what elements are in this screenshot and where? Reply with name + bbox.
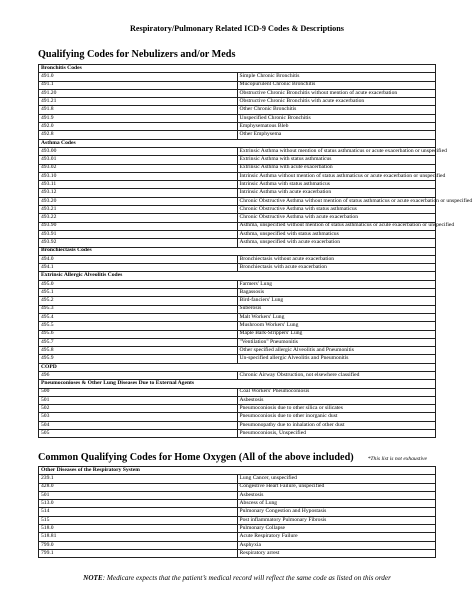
- icd9-code-cell: 491.0: [39, 73, 238, 81]
- icd9-code-cell: 495.3: [39, 305, 238, 313]
- icd9-code-cell: 491.1: [39, 81, 238, 89]
- code-row: [39, 147, 436, 155]
- code-row: [39, 289, 436, 297]
- description-cell: Bird-fanciers' Lung: [237, 297, 436, 305]
- code-row: [39, 297, 436, 305]
- code-row: [39, 181, 436, 189]
- description-cell: Un-specified allergic Alveolitis and Pneumonitis: [237, 355, 436, 363]
- icd9-code-cell: 495.7: [39, 338, 238, 346]
- group-title: COPD: [39, 363, 436, 371]
- icd9-code-cell: 493.22: [39, 214, 238, 222]
- icd9-code-cell: 493.00: [39, 147, 238, 155]
- description-cell: Respiratory arrest: [237, 549, 436, 557]
- description-cell: Asthma, unspecified without mention of status asthmaticus or acute exacerbation or unspecified: [237, 222, 436, 230]
- description-cell: Asphyxia: [237, 541, 436, 549]
- medicare-footnote: [0, 574, 474, 582]
- description-cell: Extrinsic Asthma without mention of status asthmaticus or acute exacerbation or unspecified: [237, 147, 436, 155]
- description-cell: Pneumoconiosis due to other inorganic dust: [237, 413, 436, 421]
- icd9-code-cell: 491.8: [39, 106, 238, 114]
- code-row: [39, 396, 436, 404]
- icd9-code-cell: 491.9: [39, 114, 238, 122]
- icd9-code-cell: 514: [39, 508, 238, 516]
- not-exhaustive-note: *This list is not exhaustive: [367, 456, 427, 462]
- group-title: Bronchitis Codes: [39, 65, 436, 73]
- code-row: [39, 222, 436, 230]
- description-cell: "Ventilation" Pneumonitis: [237, 338, 436, 346]
- icd9-code-cell: 503: [39, 413, 238, 421]
- code-row: [39, 525, 436, 533]
- description-cell: Unspecified Chronic Bronchitis: [237, 114, 436, 122]
- code-row: [39, 541, 436, 549]
- icd9-code-cell: 513.0: [39, 500, 238, 508]
- description-cell: Pneumoconiosis due to other silica or silicates: [237, 405, 436, 413]
- code-row: [39, 483, 436, 491]
- oxygen-codes-table: [38, 466, 436, 558]
- code-row: [39, 508, 436, 516]
- code-row: [39, 98, 436, 106]
- description-cell: Obstructive Chronic Bronchitis without mention of acute exacerbation: [237, 89, 436, 97]
- icd9-code-cell: 493.01: [39, 156, 238, 164]
- code-row: [39, 123, 436, 131]
- description-cell: Extrinsic Asthma with acute exacerbation: [237, 164, 436, 172]
- icd9-code-cell: 500: [39, 388, 238, 396]
- icd9-code-cell: 501: [39, 491, 238, 499]
- code-row: [39, 500, 436, 508]
- description-cell: Asbestosis: [237, 396, 436, 404]
- description-cell: Pneumoconiosis, Unspecified: [237, 430, 436, 438]
- group-title: Pneumoconioses & Other Lung Diseases Due to External Agents: [39, 380, 436, 388]
- icd9-code-cell: 491.21: [39, 98, 238, 106]
- description-cell: Mucopurulent Chronic Bronchitis: [237, 81, 436, 89]
- code-row: [39, 89, 436, 97]
- group-header-row: [39, 467, 436, 475]
- description-cell: Asbestosis: [237, 491, 436, 499]
- icd9-code-cell: 505: [39, 430, 238, 438]
- code-row: [39, 156, 436, 164]
- description-cell: Intrinsic Asthma with status asthmaticus: [237, 181, 436, 189]
- icd9-code-cell: 493.21: [39, 206, 238, 214]
- description-cell: Malt Workers' Lung: [237, 313, 436, 321]
- icd9-code-cell: 518.81: [39, 533, 238, 541]
- description-cell: Bagassosis: [237, 289, 436, 297]
- group-title: Asthma Codes: [39, 139, 436, 147]
- group-title: Other Diseases of the Respiratory System: [39, 467, 436, 475]
- icd9-code-cell: 495.4: [39, 313, 238, 321]
- description-cell: Intrinsic Asthma with acute exacerbation: [237, 189, 436, 197]
- icd9-code-cell: 493.11: [39, 181, 238, 189]
- group-header-row: [39, 139, 436, 147]
- icd9-code-cell: 495.5: [39, 322, 238, 330]
- code-row: [39, 255, 436, 263]
- code-row: [39, 313, 436, 321]
- icd9-code-cell: 491.20: [39, 89, 238, 97]
- description-cell: Obstructive Chronic Bronchitis with acute exacerbation: [237, 98, 436, 106]
- description-cell: Intrinsic Asthma without mention of status asthmaticus or acute exacerbation or unspecified: [237, 172, 436, 180]
- description-cell: Farmers' Lung: [237, 280, 436, 288]
- icd9-code-cell: 494.0: [39, 255, 238, 263]
- code-row: [39, 475, 436, 483]
- code-row: [39, 239, 436, 247]
- code-row: [39, 430, 436, 438]
- nebulizer-section-heading: Qualifying Codes for Nebulizers and/or Meds: [38, 49, 236, 60]
- code-row: [39, 197, 436, 205]
- code-row: [39, 280, 436, 288]
- icd9-code-cell: 799.0: [39, 541, 238, 549]
- description-cell: Bronchiectasis with acute exacerbation: [237, 264, 436, 272]
- description-cell: Other Chronic Bronchitis: [237, 106, 436, 114]
- icd9-code-cell: 493.91: [39, 230, 238, 238]
- icd9-code-cell: 495.8: [39, 347, 238, 355]
- description-cell: Congestive Heart Failure, unspecified: [237, 483, 436, 491]
- code-row: [39, 131, 436, 139]
- description-cell: Other specified allergic Alveolitis and Pneumonitis: [237, 347, 436, 355]
- group-header-row: [39, 380, 436, 388]
- code-row: [39, 413, 436, 421]
- footnote-label: NOTE: [83, 574, 103, 582]
- code-row: [39, 388, 436, 396]
- description-cell: Other Emphysema: [237, 131, 436, 139]
- group-title: Bronchiectasis Codes: [39, 247, 436, 255]
- icd9-code-cell: 501: [39, 396, 238, 404]
- group-header-row: [39, 363, 436, 371]
- code-row: [39, 491, 436, 499]
- description-cell: Emphysematous Bleb: [237, 123, 436, 131]
- icd9-code-cell: 493.20: [39, 197, 238, 205]
- code-row: [39, 338, 436, 346]
- icd9-code-cell: 504: [39, 421, 238, 429]
- description-cell: Extrinsic Asthma with status asthmaticus: [237, 156, 436, 164]
- code-row: [39, 106, 436, 114]
- code-row: [39, 516, 436, 524]
- icd9-code-cell: 518.0: [39, 525, 238, 533]
- icd9-code-cell: 493.10: [39, 172, 238, 180]
- icd9-code-cell: 502: [39, 405, 238, 413]
- oxygen-section-title: Common Qualifying Codes for Home Oxygen (All of the above included): [38, 452, 354, 463]
- code-row: [39, 114, 436, 122]
- icd9-code-cell: 496: [39, 371, 238, 379]
- icd9-code-cell: 515: [39, 516, 238, 524]
- icd9-code-cell: 493.12: [39, 189, 238, 197]
- description-cell: Coal Workers' Pneumoconiosis: [237, 388, 436, 396]
- description-cell: Pulmonary Congestion and Hypostasis: [237, 508, 436, 516]
- description-cell: Asthma, unspecified with status asthmaticus: [237, 230, 436, 238]
- code-row: [39, 206, 436, 214]
- description-cell: Lung Cancer, unspecified: [237, 475, 436, 483]
- code-row: [39, 73, 436, 81]
- description-cell: Post inflammatory Pulmonary Fibrosis: [237, 516, 436, 524]
- icd9-code-cell: 799.1: [39, 549, 238, 557]
- code-row: [39, 371, 436, 379]
- group-header-row: [39, 247, 436, 255]
- code-row: [39, 421, 436, 429]
- description-cell: Suberosis: [237, 305, 436, 313]
- description-cell: Asthma, unspecified with acute exacerbation: [237, 239, 436, 247]
- description-cell: Chronic Airway Obstruction, not elsewhere classified: [237, 371, 436, 379]
- icd9-code-cell: 495.2: [39, 297, 238, 305]
- code-row: [39, 81, 436, 89]
- code-row: [39, 264, 436, 272]
- code-row: [39, 330, 436, 338]
- description-cell: Pneumonopathy due to inhalation of other dust: [237, 421, 436, 429]
- code-row: [39, 347, 436, 355]
- group-title: Extrinsic Allergic Alveolitis Codes: [39, 272, 436, 280]
- description-cell: Maple Bark-Strippers' Lung: [237, 330, 436, 338]
- code-row: [39, 305, 436, 313]
- code-row: [39, 172, 436, 180]
- icd9-code-cell: 492.8: [39, 131, 238, 139]
- code-row: [39, 549, 436, 557]
- icd9-code-cell: 492.0: [39, 123, 238, 131]
- description-cell: Bronchiectasis without acute exacerbation: [237, 255, 436, 263]
- icd9-code-cell: 495.1: [39, 289, 238, 297]
- description-cell: Simple Chronic Bronchitis: [237, 73, 436, 81]
- code-row: [39, 230, 436, 238]
- description-cell: Chronic Obstructive Asthma without mention of status asthmaticus or acute exacerbation or unspecified: [237, 197, 436, 205]
- icd9-code-cell: 495.0: [39, 280, 238, 288]
- code-row: [39, 214, 436, 222]
- code-row: [39, 533, 436, 541]
- description-cell: Chronic Obstructive Asthma with acute exacerbation: [237, 214, 436, 222]
- icd9-code-cell: 495.6: [39, 330, 238, 338]
- code-row: [39, 189, 436, 197]
- icd9-code-cell: 493.92: [39, 239, 238, 247]
- footnote-text: : Medicare expects that the patient’s medical record will reflect the same code as listed on this order: [102, 574, 391, 582]
- description-cell: Abscess of Lung: [237, 500, 436, 508]
- icd9-code-cell: 239.1: [39, 475, 238, 483]
- code-row: [39, 322, 436, 330]
- icd9-code-cell: 495.9: [39, 355, 238, 363]
- description-cell: Mushroom Workers' Lung: [237, 322, 436, 330]
- code-row: [39, 405, 436, 413]
- icd9-code-cell: 493.90: [39, 222, 238, 230]
- icd9-code-cell: 428.0: [39, 483, 238, 491]
- group-header-row: [39, 65, 436, 73]
- document-title: Respiratory/Pulmonary Related ICD-9 Codes & Descriptions: [130, 24, 344, 33]
- description-cell: Pulmonary Collapse: [237, 525, 436, 533]
- description-cell: Acute Respiratory Failure: [237, 533, 436, 541]
- code-row: [39, 355, 436, 363]
- group-header-row: [39, 272, 436, 280]
- oxygen-section-heading: [38, 452, 427, 463]
- icd9-code-cell: 494.1: [39, 264, 238, 272]
- nebulizer-codes-table: [38, 64, 473, 438]
- icd9-code-cell: 493.02: [39, 164, 238, 172]
- code-row: [39, 164, 436, 172]
- description-cell: Chronic Obstructive Asthma with status asthmaticus: [237, 206, 436, 214]
